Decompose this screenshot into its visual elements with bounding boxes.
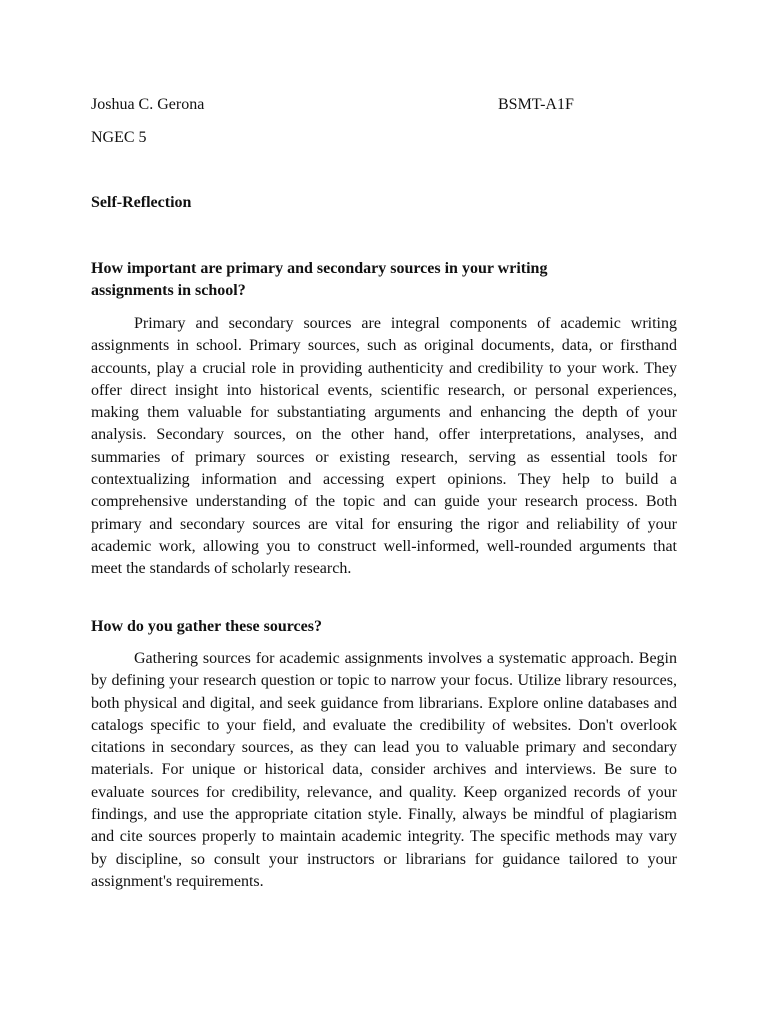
question-heading: How do you gather these sources? — [91, 618, 322, 635]
document-title: Self-Reflection — [91, 194, 192, 211]
question-heading: How important are primary and secondary sources in your writing assignments in school? — [91, 260, 548, 299]
section-code: BSMT-A1F — [498, 96, 574, 113]
header-row — [91, 94, 681, 116]
answer-paragraph: Gathering sources for academic assignments involves a systematic approach. Begin by defining your research question or topic to narrow your focus. Utilize library resources, both physical and digital, and seek guidance from librarians. Explore online databases and catalogs specific to your field, and evaluate the credibility of websites. Don't overlook citations in secondary sources, as they can lead you to valuable primary and secondary materials. For unique or historical data, consider archives and interviews. Be sure to evaluate sources for credibility, relevance, and quality. Keep organized records of your findings, and use the appropriate citation style. Finally, always be mindful of plagiarism and cite sources properly to maintain academic integrity. The specific methods may vary by discipline, so consult your instructors or librarians for guidance tailored to your assignment's requirements. — [91, 650, 677, 890]
author-name: Joshua C. Gerona — [91, 96, 205, 113]
course-code: NGEC 5 — [91, 129, 147, 146]
answer-paragraph: Primary and secondary sources are integral components of academic writing assignments in school. Primary sources, such as original documents, data, or firsthand accounts, play a crucial role in providing authenticity and credibility to your work. They offer direct insight into historical events, scientific research, or personal experiences, making them valuable for substantiating arguments and enhancing the depth of your analysis. Secondary sources, on the other hand, offer interpretations, analyses, and summaries of primary sources or existing research, serving as essential tools for contextualizing information and accessing expert opinions. They help to build a comprehensive understanding of the topic and can guide your research process. Both primary and secondary sources are vital for ensuring the rigor and reliability of your academic work, allowing you to construct well-informed, well-rounded arguments that meet the standards of scholarly research. — [91, 315, 677, 578]
